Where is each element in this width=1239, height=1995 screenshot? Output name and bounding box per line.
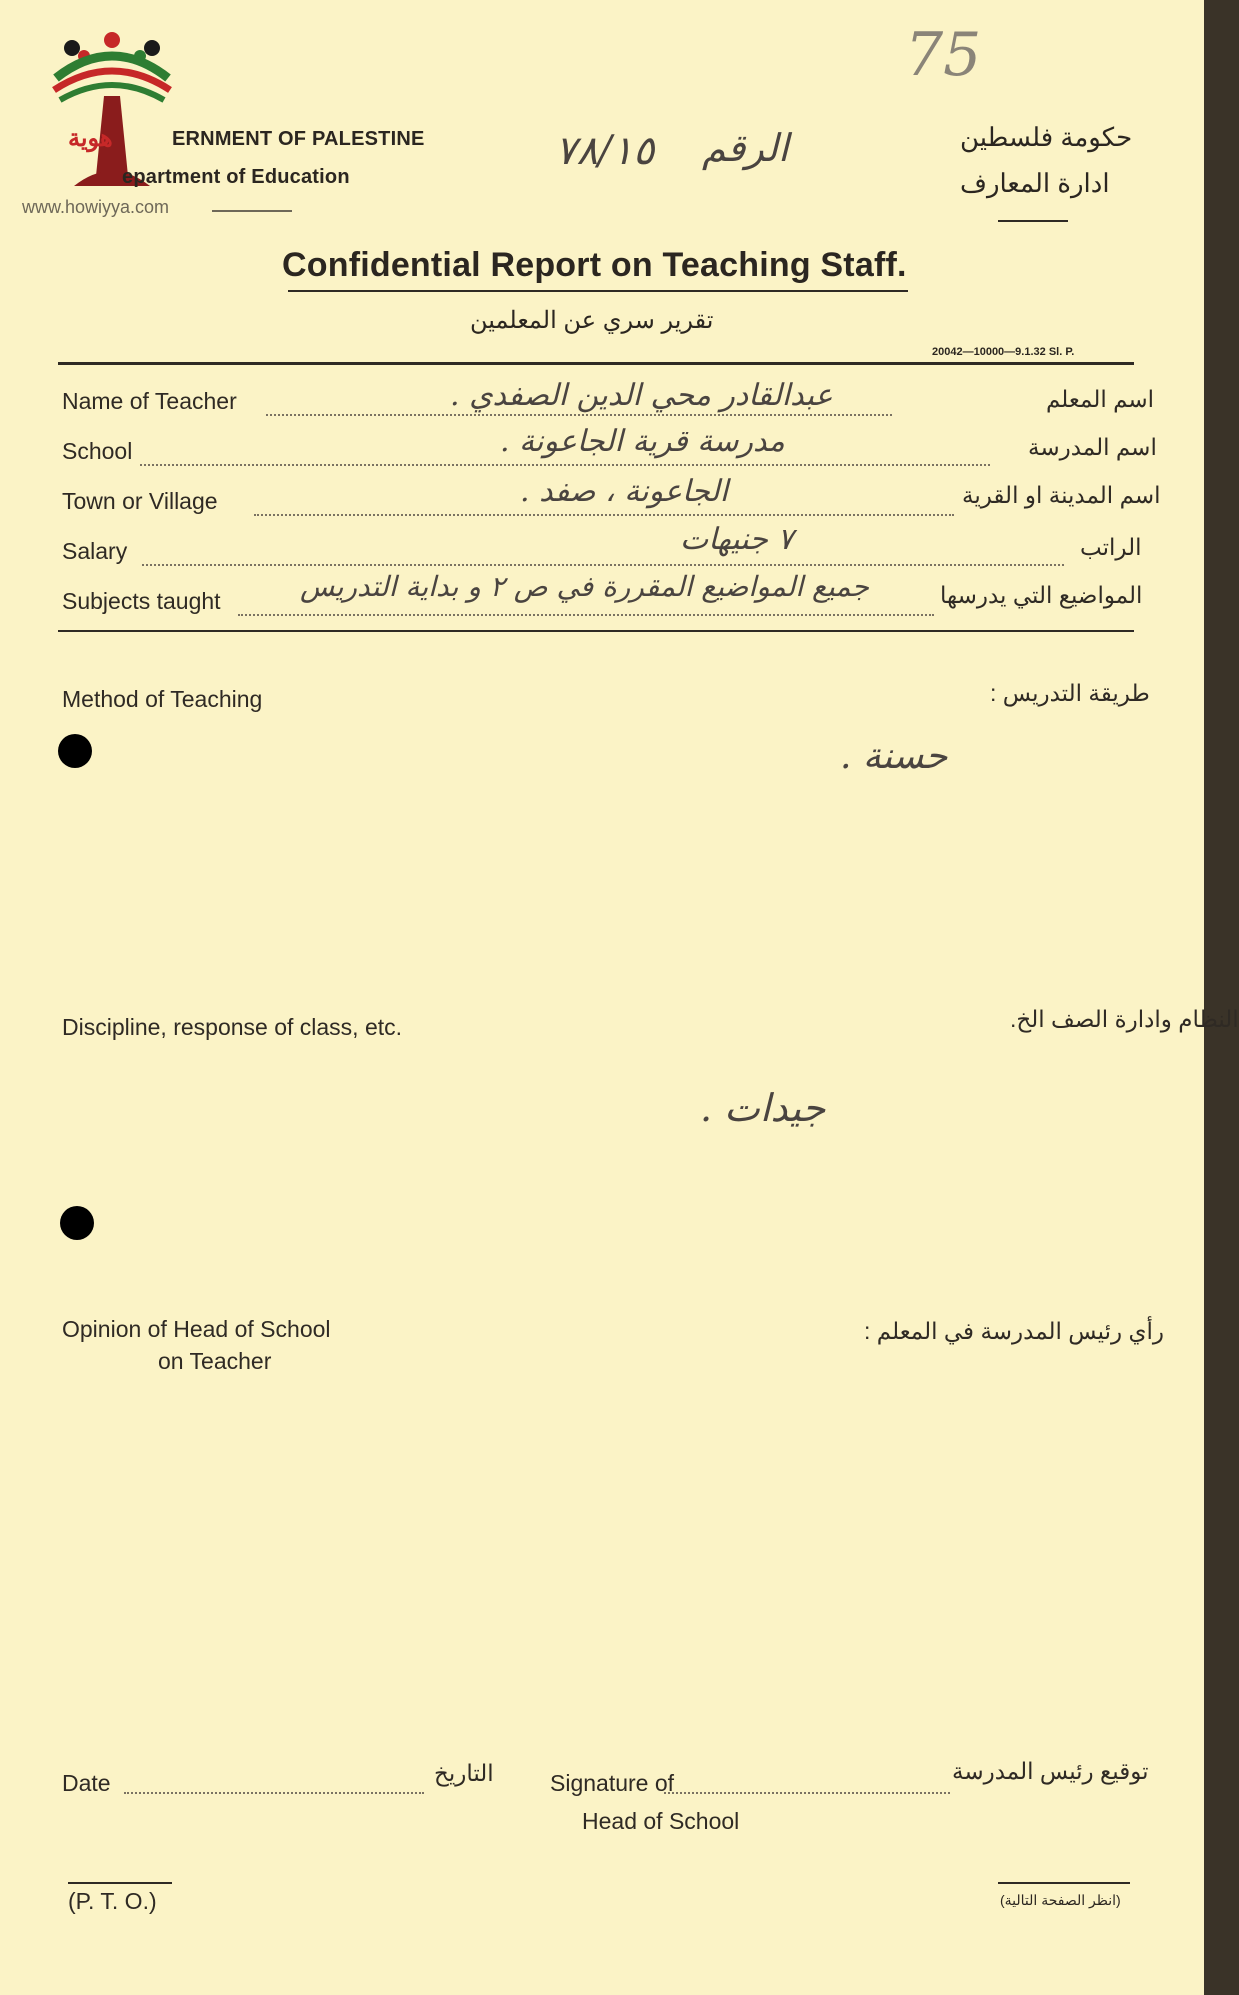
- field-value-town: الجاعونة ، صفد .: [520, 474, 729, 509]
- signature-dots: [664, 1792, 950, 1794]
- punch-hole-bottom: [60, 1206, 94, 1240]
- method-label-ar: طريقة التدريس :: [990, 680, 1150, 706]
- signature-label-ar: توقيع رئيس المدرسة: [952, 1758, 1149, 1784]
- punch-hole-top: [58, 734, 92, 768]
- logo-arabic-text: هوية: [68, 125, 113, 152]
- field-value-subjects: جميع المواضيع المقررة في ص ٢ و بداية التدريس: [300, 570, 869, 603]
- field-label-teacher-en: Name of Teacher: [62, 388, 237, 414]
- method-label-en: Method of Teaching: [62, 686, 263, 712]
- field-dots-school: [140, 464, 990, 466]
- field-label-town-en: Town or Village: [62, 488, 218, 514]
- field-label-town-ar: اسم المدينة او القرية: [962, 482, 1161, 508]
- header-rule-right: [998, 220, 1068, 222]
- watermark-rule: [212, 210, 292, 212]
- head-of-school-label: Head of School: [582, 1808, 740, 1834]
- field-dots-salary: [142, 564, 1064, 566]
- field-label-teacher-ar: اسم المعلم: [1046, 386, 1155, 412]
- signature-label-en: Signature of: [550, 1770, 675, 1796]
- discipline-label-en: Discipline, response of class, etc.: [62, 1014, 403, 1040]
- field-value-teacher: عبدالقادر محي الدين الصفدي .: [450, 378, 833, 413]
- title-underline: [288, 290, 908, 292]
- field-label-salary-ar: الراتب: [1080, 534, 1142, 560]
- field-value-salary: ٧ جنيهات: [680, 522, 794, 557]
- report-title-ar: تقرير سري عن المعلمين: [470, 307, 714, 334]
- date-label-en: Date: [62, 1770, 111, 1796]
- field-label-subjects-ar: المواضيع التي يدرسها: [940, 582, 1143, 608]
- field-dots-subjects: [238, 614, 934, 616]
- government-title: ERNMENT OF PALESTINE: [172, 128, 425, 150]
- opinion-label-en-line1: Opinion of Head of School: [62, 1316, 331, 1342]
- method-value: حسنة .: [840, 736, 948, 777]
- fields-bottom-rule: [58, 630, 1134, 632]
- pto-rule: [68, 1882, 172, 1884]
- reference-number: ٧٨/١٥: [555, 128, 655, 174]
- government-title-ar: حكومة فلسطين: [960, 122, 1133, 152]
- field-value-school: مدرسة قرية الجاعونة .: [500, 424, 785, 459]
- field-dots-teacher: [266, 414, 892, 416]
- field-label-subjects-en: Subjects taught: [62, 588, 221, 614]
- field-label-salary-en: Salary: [62, 538, 128, 564]
- pto-label: (P. T. O.): [68, 1888, 157, 1914]
- reference-label: الرقم: [702, 126, 789, 170]
- department-title: epartment of Education: [122, 166, 350, 188]
- page-number: 75: [905, 20, 982, 90]
- field-dots-town: [254, 514, 954, 516]
- opinion-label-ar: رأي رئيس المدرسة في المعلم :: [864, 1318, 1164, 1344]
- discipline-label-ar: النظام وادارة الصف الخ.: [1010, 1006, 1239, 1032]
- opinion-label-en-line2: on Teacher: [158, 1348, 272, 1374]
- watermark-url: www.howiyya.com: [22, 197, 170, 217]
- pto-ar-rule: [998, 1882, 1130, 1884]
- discipline-value: جيدات .: [700, 1086, 826, 1130]
- pto-label-ar: (انظر الصفحة التالية): [1000, 1892, 1121, 1908]
- report-title: Confidential Report on Teaching Staff.: [282, 246, 907, 284]
- date-label-ar: التاريخ: [434, 1760, 494, 1786]
- field-label-school-en: School: [62, 438, 133, 464]
- date-dots: [124, 1792, 424, 1794]
- department-title-ar: ادارة المعارف: [960, 168, 1110, 198]
- print-code: 20042—10000—9.1.32 Sl. P.: [932, 346, 1075, 358]
- field-label-school-ar: اسم المدرسة: [1028, 434, 1157, 460]
- top-section-rule: [58, 362, 1134, 365]
